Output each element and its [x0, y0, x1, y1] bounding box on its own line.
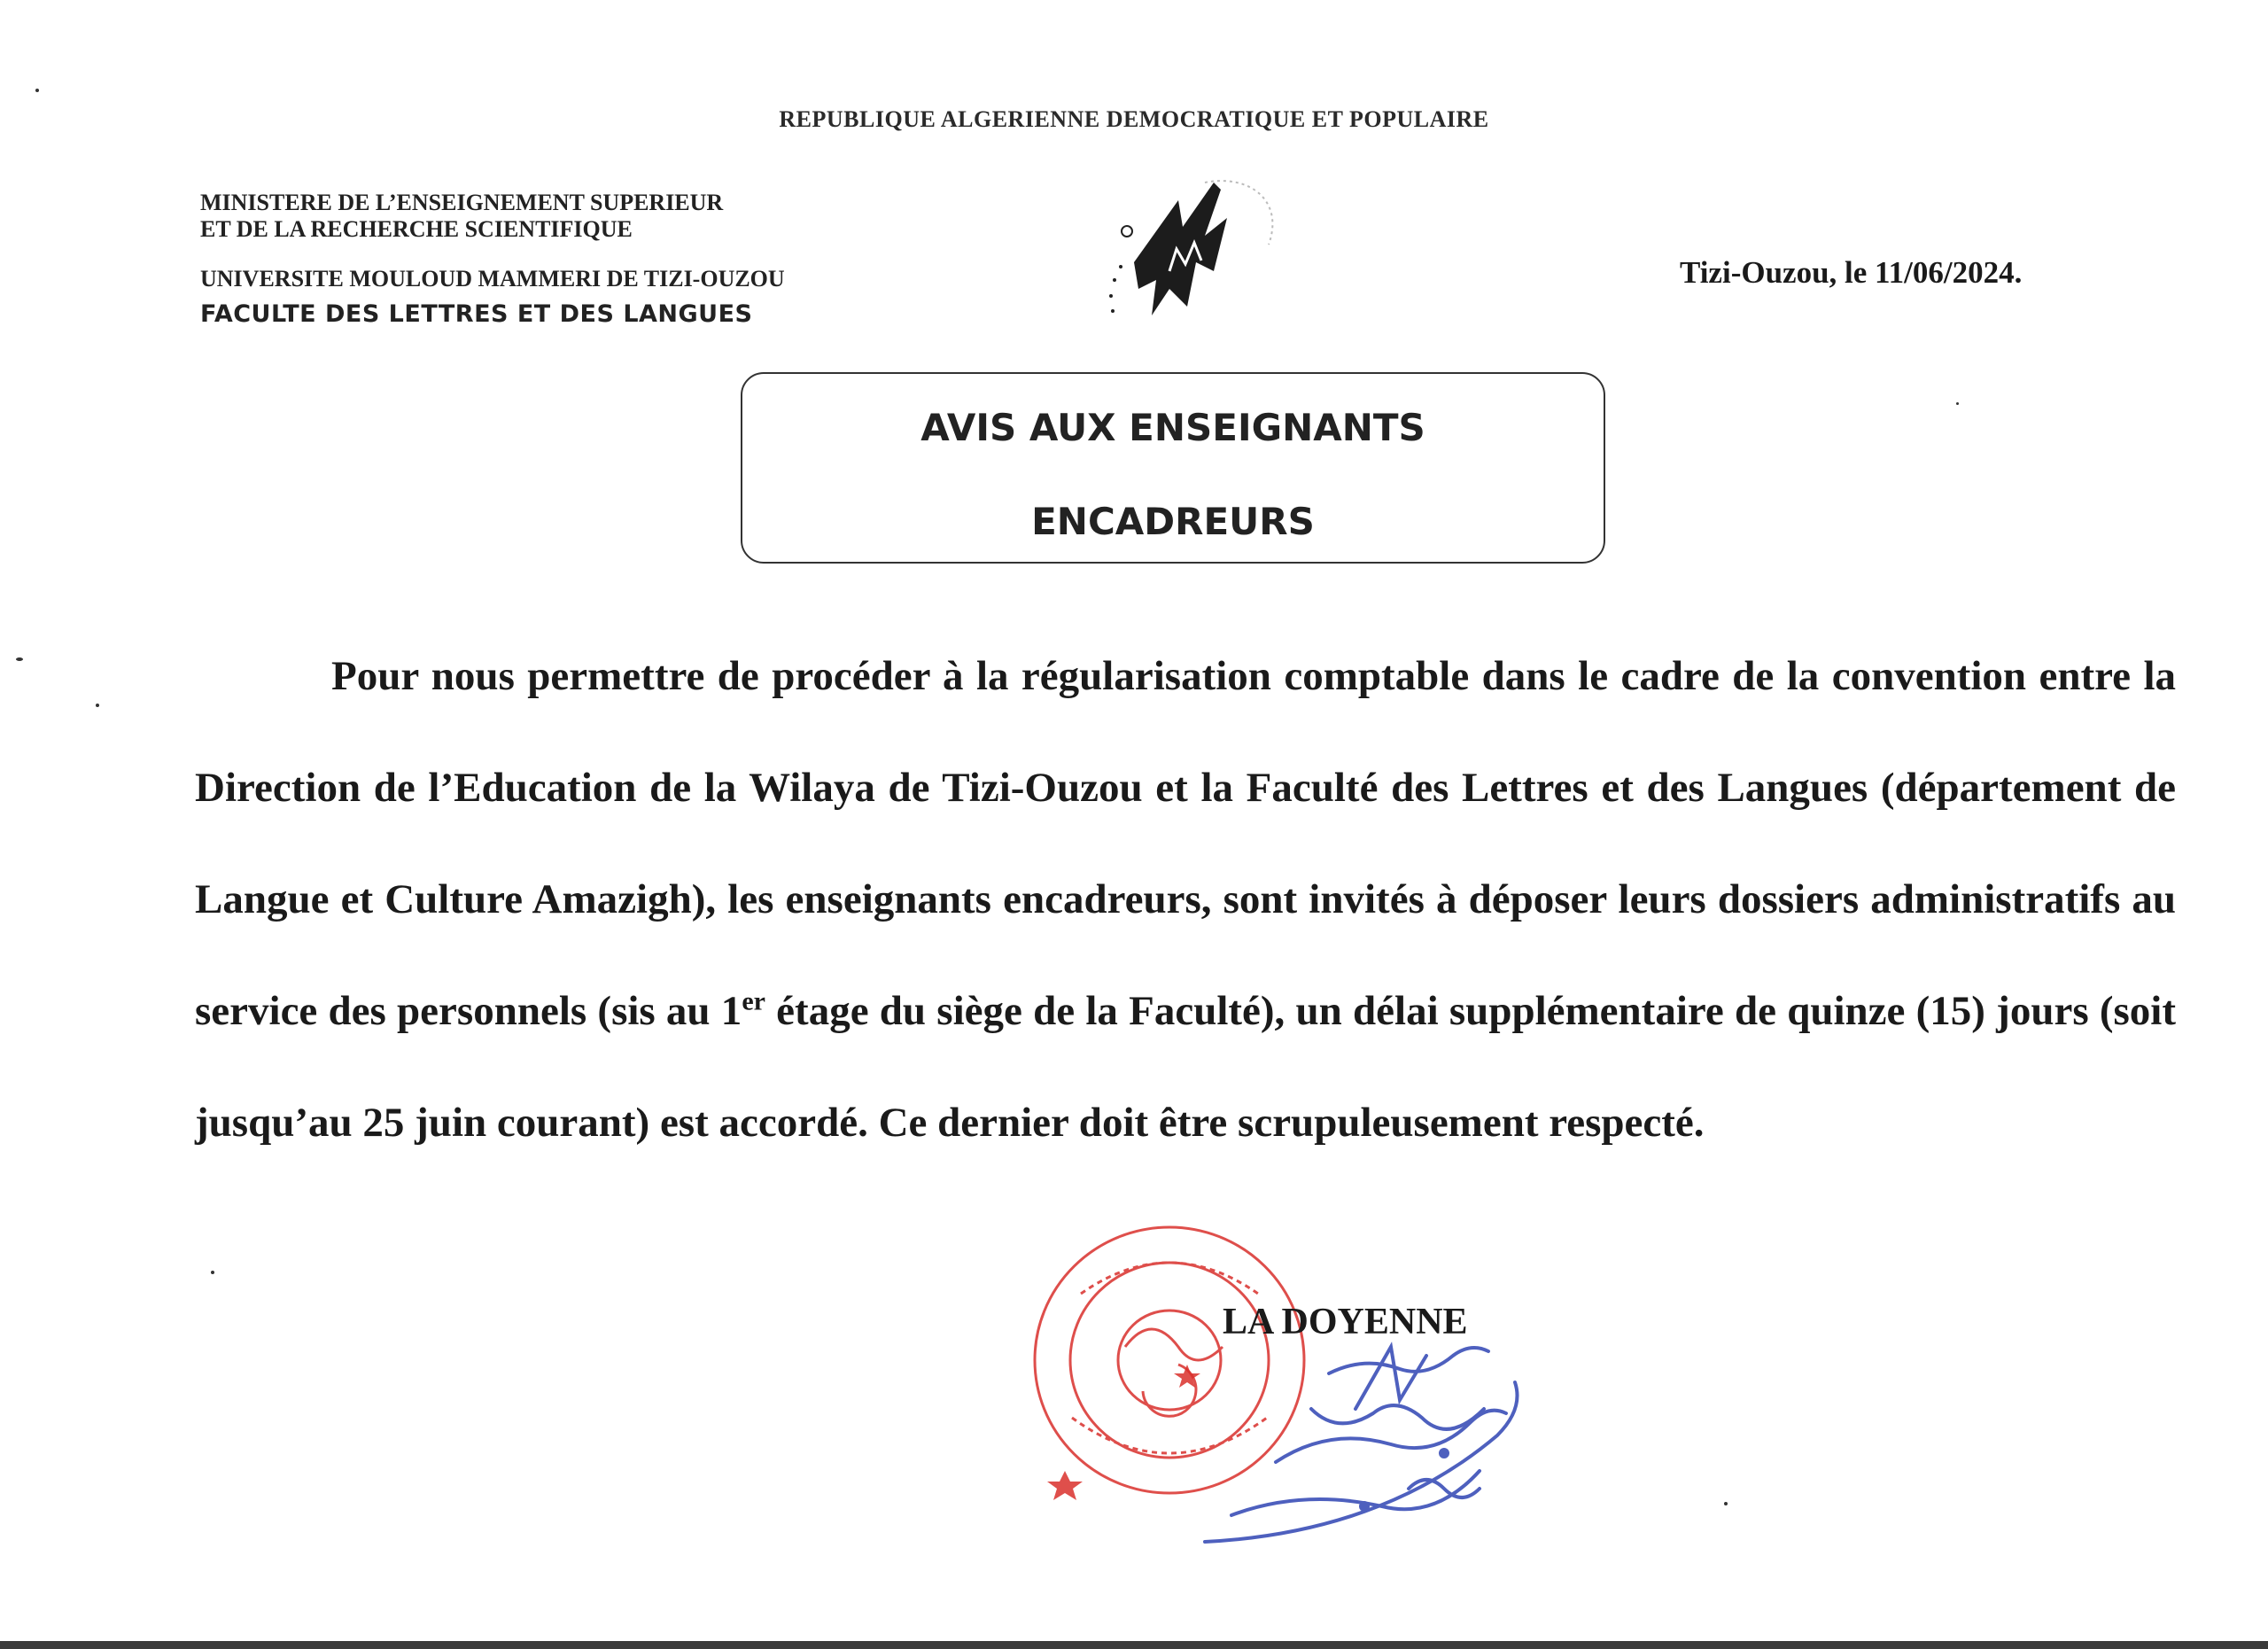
notice-body: [195, 620, 2176, 1178]
ministry-line-2: ET DE LA RECHERCHE SCIENTIFIQUE: [200, 216, 633, 242]
university-name: UNIVERSITE MOULOUD MAMMERI DE TIZI-OUZOU: [200, 266, 785, 292]
scan-speck: [16, 657, 23, 661]
signatory-title: LA DOYENNE: [1223, 1302, 1468, 1342]
handwritten-signature-icon: [1178, 1276, 1568, 1568]
body-text-part-1: Pour nous permettre de procéder à la régularisation comptable dans le cadre de la convention entre la Direction de l’Education de la Wilaya de Tizi-Ouzou et la Faculté des Lettres et des Langues (département de Langue et Culture Amazigh), les enseignants encadreurs, sont invités à déposer leurs dossiers administratifs au service des personnels (sis au 1: [195, 653, 2176, 1034]
republic-heading: REPUBLIQUE ALGERIENNE DEMOCRATIQUE ET POPULAIRE: [779, 106, 1489, 132]
notice-title-line-1: AVIS AUX ENSEIGNANTS: [920, 406, 1425, 449]
university-logo-icon: [1072, 165, 1302, 324]
institution-block: [200, 190, 785, 328]
document-date: Tizi-Ouzou, le 11/06/2024.: [1680, 255, 2023, 290]
scan-speck: [1724, 1502, 1728, 1505]
notice-title-line-2: ENCADREURS: [1031, 500, 1315, 543]
scan-edge-line: [0, 1641, 2268, 1649]
ordinal-superscript: er: [742, 986, 765, 1016]
body-text-part-2: étage du siège de la Faculté), un délai supplémentaire de quinze (15) jours (soit jusqu’au 25 juin courant) est accordé. Ce dernier doit être scrupuleusement respecté.: [195, 988, 2176, 1146]
scan-speck: [1956, 402, 1959, 405]
notice-title-box: [741, 372, 1605, 564]
scan-speck: [211, 1271, 214, 1274]
ministry-line-1: MINISTERE DE L’ENSEIGNEMENT SUPERIEUR: [200, 190, 724, 215]
scan-speck: [96, 704, 99, 707]
scan-speck: [35, 89, 39, 92]
faculty-name: FACULTE DES LETTRES ET DES LANGUES: [200, 300, 753, 328]
